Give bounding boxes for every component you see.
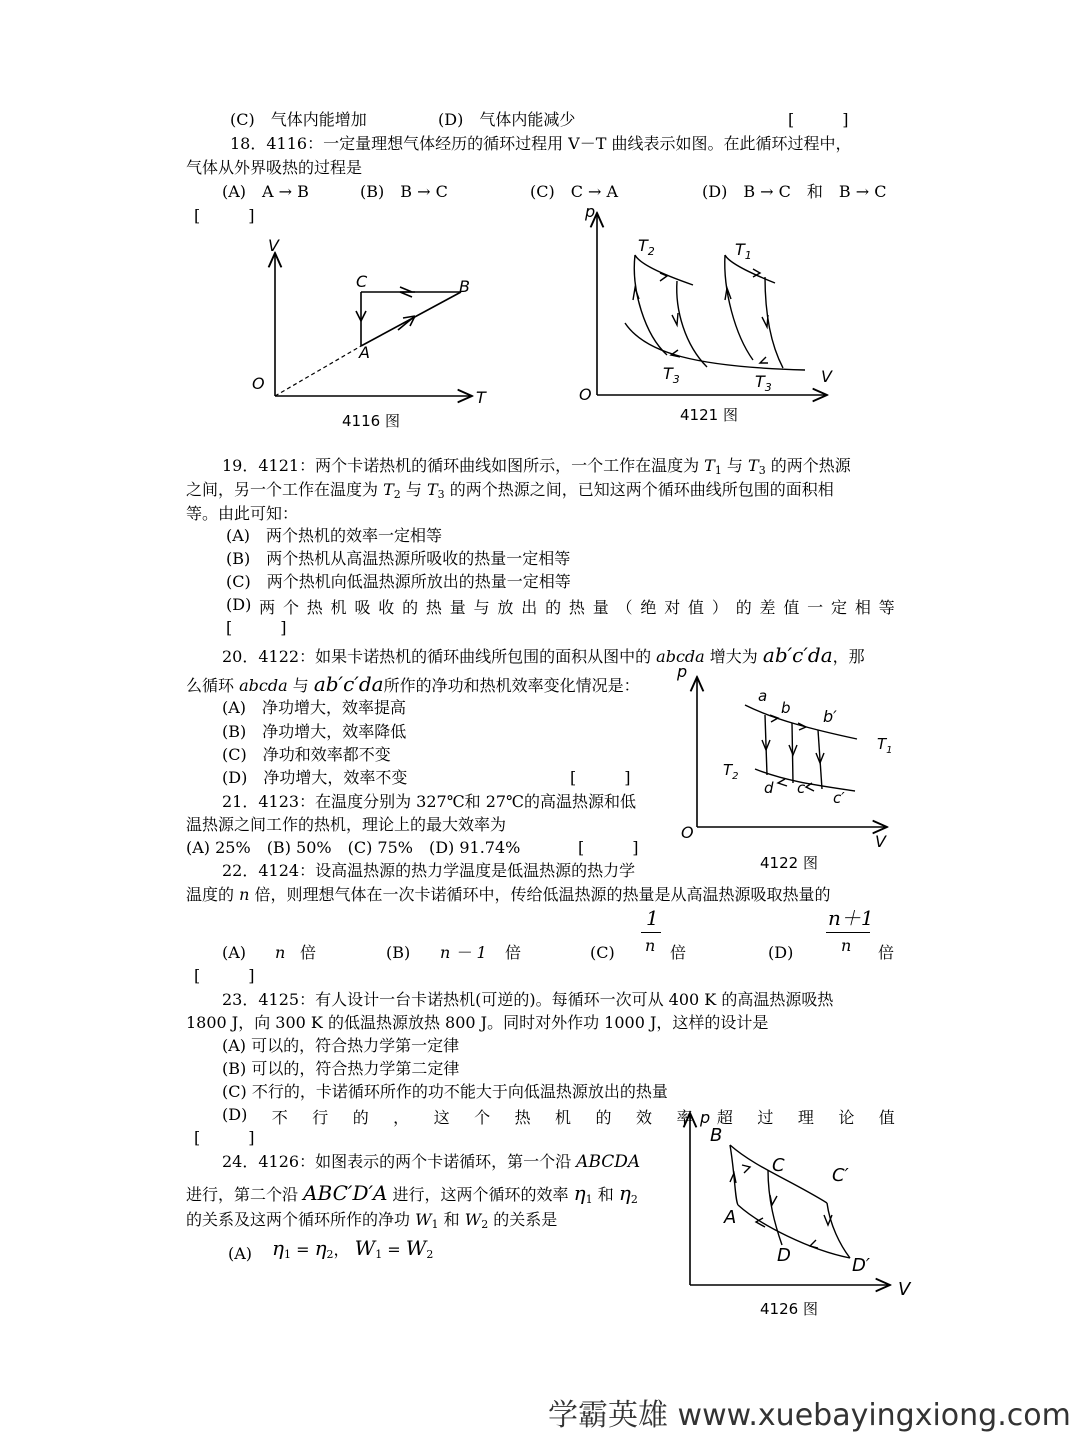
- q20-option-d: (D) 净功增大，效率不变: [222, 768, 408, 787]
- label-v: V: [875, 832, 886, 851]
- isotherm-t1: [745, 705, 857, 739]
- q22-option-a-label: (A): [222, 943, 247, 962]
- q20-answer-bracket: [ ]: [570, 768, 631, 787]
- label-v: V: [898, 1279, 911, 1300]
- label-t1: $T_1$: [735, 240, 752, 262]
- q18-stem-line1: 18．4116：一定量理想气体经历的循环过程用 V－T 曲线表示如图。在此循环过程中，: [230, 134, 852, 153]
- adiabat-left-1: [634, 255, 667, 355]
- q18-answer-bracket: [ ]: [194, 206, 255, 225]
- q22-option-c-denominator: n: [645, 936, 656, 955]
- q22-option-c-unit: 倍: [670, 943, 687, 962]
- q22-option-b-value: n － 1: [440, 943, 487, 962]
- isotherm-t2: [635, 255, 693, 285]
- label-b-prime: b′: [823, 707, 837, 726]
- q22-stem-line2: 温度的 n 倍，则理想气体在一次卡诺循环中，传给低温热源的热量是从高温热源吸取热量的: [186, 885, 831, 904]
- label-p: p: [677, 662, 688, 681]
- watermark: 学霸英雄 www.xuebayingxiong.com: [548, 1398, 1071, 1433]
- label-b: B: [710, 1125, 723, 1146]
- q19-option-b: (B) 两个热机从高温热源所吸收的热量一定相等: [226, 549, 571, 568]
- q18-option-a: (A) A → B: [222, 182, 309, 201]
- label-d-prime: D′: [852, 1255, 870, 1276]
- label-t3-right: $T_3$: [755, 372, 772, 394]
- q22-option-b-unit: 倍: [505, 943, 522, 962]
- label-t1: $T_1$: [877, 735, 893, 756]
- adiabat-left-2: [677, 281, 707, 367]
- label-b: b: [781, 699, 791, 717]
- q20-option-b: (B) 净功增大，效率降低: [222, 722, 407, 741]
- q22-stem-line1: 22．4124：设高温热源的热力学温度是低温热源的热力学: [222, 861, 636, 880]
- label-d: d: [764, 779, 774, 797]
- arrows: [633, 269, 768, 363]
- q24-stem-line2: 进行，第二个沿 ABC′D′A 进行，这两个循环的效率 $\eta_1$ 和 $\eta_2$: [186, 1181, 638, 1206]
- label-t3-left: $T_3$: [663, 364, 680, 386]
- q22-option-d-numerator: n＋1: [828, 906, 874, 930]
- q17-option-c: (C) 气体内能增加: [230, 110, 367, 129]
- figure-4122-caption: 4122 图: [760, 854, 818, 872]
- q23-stem-line2: 1800 J，向 300 K 的低温热源放热 800 J。同时对外作功 1000 J，这样的设计是: [186, 1013, 769, 1032]
- label-c-prime: C′: [832, 1165, 849, 1186]
- q22-option-d-unit: 倍: [878, 943, 895, 962]
- label-c: C: [356, 272, 368, 291]
- label-o: O: [252, 374, 265, 393]
- q19-option-c: (C) 两个热机向低温热源所放出的热量一定相等: [226, 572, 571, 591]
- q23-option-c: (C) 不行的，卡诺循环所作的功不能大于向低温热源放出的热量: [222, 1082, 668, 1101]
- adiabat-c-d: [768, 1170, 782, 1245]
- q21-stem-line2: 温热源之间工作的热机，理论上的最大效率为: [186, 815, 507, 834]
- q19-option-d: (D) 两 个 热 机 吸 收 的 热 量 与 放 出 的 热 量 （ 绝 对 值 ） 的 差 值 一 定 相 等: [226, 595, 895, 617]
- label-t2: $T_2$: [638, 236, 655, 258]
- label-p: p: [700, 1108, 711, 1127]
- q19-stem-line1: 19．4121：两个卡诺热机的循环曲线如图所示，一个工作在温度为 $T_1$ 与 $T_3$ 的两个热源: [222, 456, 851, 477]
- q22-option-a-value: n: [275, 943, 286, 962]
- label-v: V: [268, 236, 279, 255]
- q18-option-b: (B) B → C: [360, 182, 448, 201]
- label-b: B: [459, 277, 470, 296]
- arrow-a-b: [398, 316, 415, 330]
- label-c: c: [797, 779, 806, 797]
- q23-option-d: (D) 不 行 的 ， 这 个 热 机 的 效 率 超 过 理 论 值: [222, 1105, 895, 1127]
- figure-4126-caption: 4126 图: [760, 1300, 818, 1318]
- q22-option-a-unit: 倍: [300, 943, 317, 962]
- arrow-b-c: [400, 287, 415, 297]
- q23-option-b: (B) 可以的，符合热力学第二定律: [222, 1059, 460, 1078]
- label-p: p: [585, 202, 596, 221]
- q24-stem-line3: 的关系及这两个循环所作的净功 $W_1$ 和 $W_2$ 的关系是: [186, 1210, 558, 1231]
- figure-4121-caption: 4121 图: [680, 406, 738, 424]
- q21-stem-line1: 21．4123：在温度分别为 327℃和 27℃的高温热源和低: [222, 792, 636, 811]
- q24-option-a-expr: $\eta_1 = \eta_2$， $W_1 = W_2$: [272, 1236, 434, 1261]
- label-c-prime: c′: [833, 789, 845, 807]
- q19-stem-line2: 之间，另一个工作在温度为 $T_2$ 与 $T_3$ 的两个热源之间，已知这两个循环曲线所包围的面积相: [186, 480, 834, 501]
- q20-stem-line1: 20．4122：如果卡诺热机的循环曲线所包围的面积从图中的 abcda 增大为 ab′c′da，那: [222, 643, 865, 667]
- label-o: O: [681, 823, 694, 842]
- figure-4126: [680, 1105, 920, 1305]
- label-v: V: [821, 367, 832, 386]
- q22-option-d-fraction-bar: [826, 932, 870, 933]
- q18-option-c: (C) C → A: [530, 182, 619, 201]
- q17-answer-bracket: [ ]: [788, 110, 849, 129]
- isotherm-a-d2: [738, 1205, 850, 1258]
- label-t: T: [476, 388, 486, 407]
- q22-option-b-label: (B): [386, 943, 411, 962]
- q22-option-d-label: (D): [768, 943, 794, 962]
- q23-answer-bracket: [ ]: [194, 1128, 255, 1147]
- q19-stem-line3: 等。由此可知：: [186, 504, 299, 523]
- q23-stem-line1: 23．4125：有人设计一台卡诺热机(可逆的)。每循环一次可从 400 K 的高温热源吸热: [222, 990, 834, 1009]
- label-a: a: [758, 687, 768, 705]
- label-a: A: [359, 343, 370, 362]
- figure-4116-caption: 4116 图: [342, 412, 400, 430]
- dashed-origin-line: [275, 346, 361, 396]
- label-a: A: [724, 1207, 737, 1228]
- q18-stem-line2: 气体从外界吸热的过程是: [186, 158, 363, 177]
- label-o: O: [579, 385, 592, 404]
- adiabat-c2-d2: [827, 1203, 850, 1258]
- q23-option-a: (A) 可以的，符合热力学第一定律: [222, 1036, 460, 1055]
- q21-options: (A) 25% (B) 50% (C) 75% (D) 91.74%: [186, 838, 521, 857]
- label-t2: $T_2$: [723, 761, 739, 782]
- q22-answer-bracket: [ ]: [194, 966, 255, 985]
- label-d: D: [777, 1245, 791, 1266]
- q20-stem-line2: 么循环 abcda 与 ab′c′da所作的净功和热机效率变化情况是：: [186, 672, 640, 696]
- q19-answer-bracket: [ ]: [226, 618, 287, 637]
- label-c: C: [772, 1155, 785, 1176]
- adiabat-right-1: [725, 255, 753, 360]
- q18-option-d: (D) B → C 和 B → C: [702, 182, 887, 201]
- figure-4121: [575, 202, 845, 405]
- q17-option-d: (D) 气体内能减少: [438, 110, 576, 129]
- q24-option-a-label: (A): [228, 1244, 253, 1263]
- q22-option-c-fraction-bar: [641, 932, 661, 933]
- q22-option-c-numerator: 1: [646, 906, 659, 930]
- q20-option-c: (C) 净功和效率都不变: [222, 745, 391, 764]
- q22-option-c-label: (C): [590, 943, 615, 962]
- figure-4122: [675, 662, 905, 855]
- figure-4116: [240, 235, 490, 405]
- q21-answer-bracket: [ ]: [578, 838, 639, 857]
- adiabat-a-d: [765, 715, 767, 775]
- q20-option-a: (A) 净功增大，效率提高: [222, 698, 407, 717]
- q19-option-a: (A) 两个热机的效率一定相等: [226, 526, 443, 545]
- q24-stem-line1: 24．4126：如图表示的两个卡诺循环，第一个沿 ABCDA: [222, 1152, 641, 1172]
- isotherm-t3: [625, 323, 805, 370]
- q22-option-d-denominator: n: [841, 936, 852, 955]
